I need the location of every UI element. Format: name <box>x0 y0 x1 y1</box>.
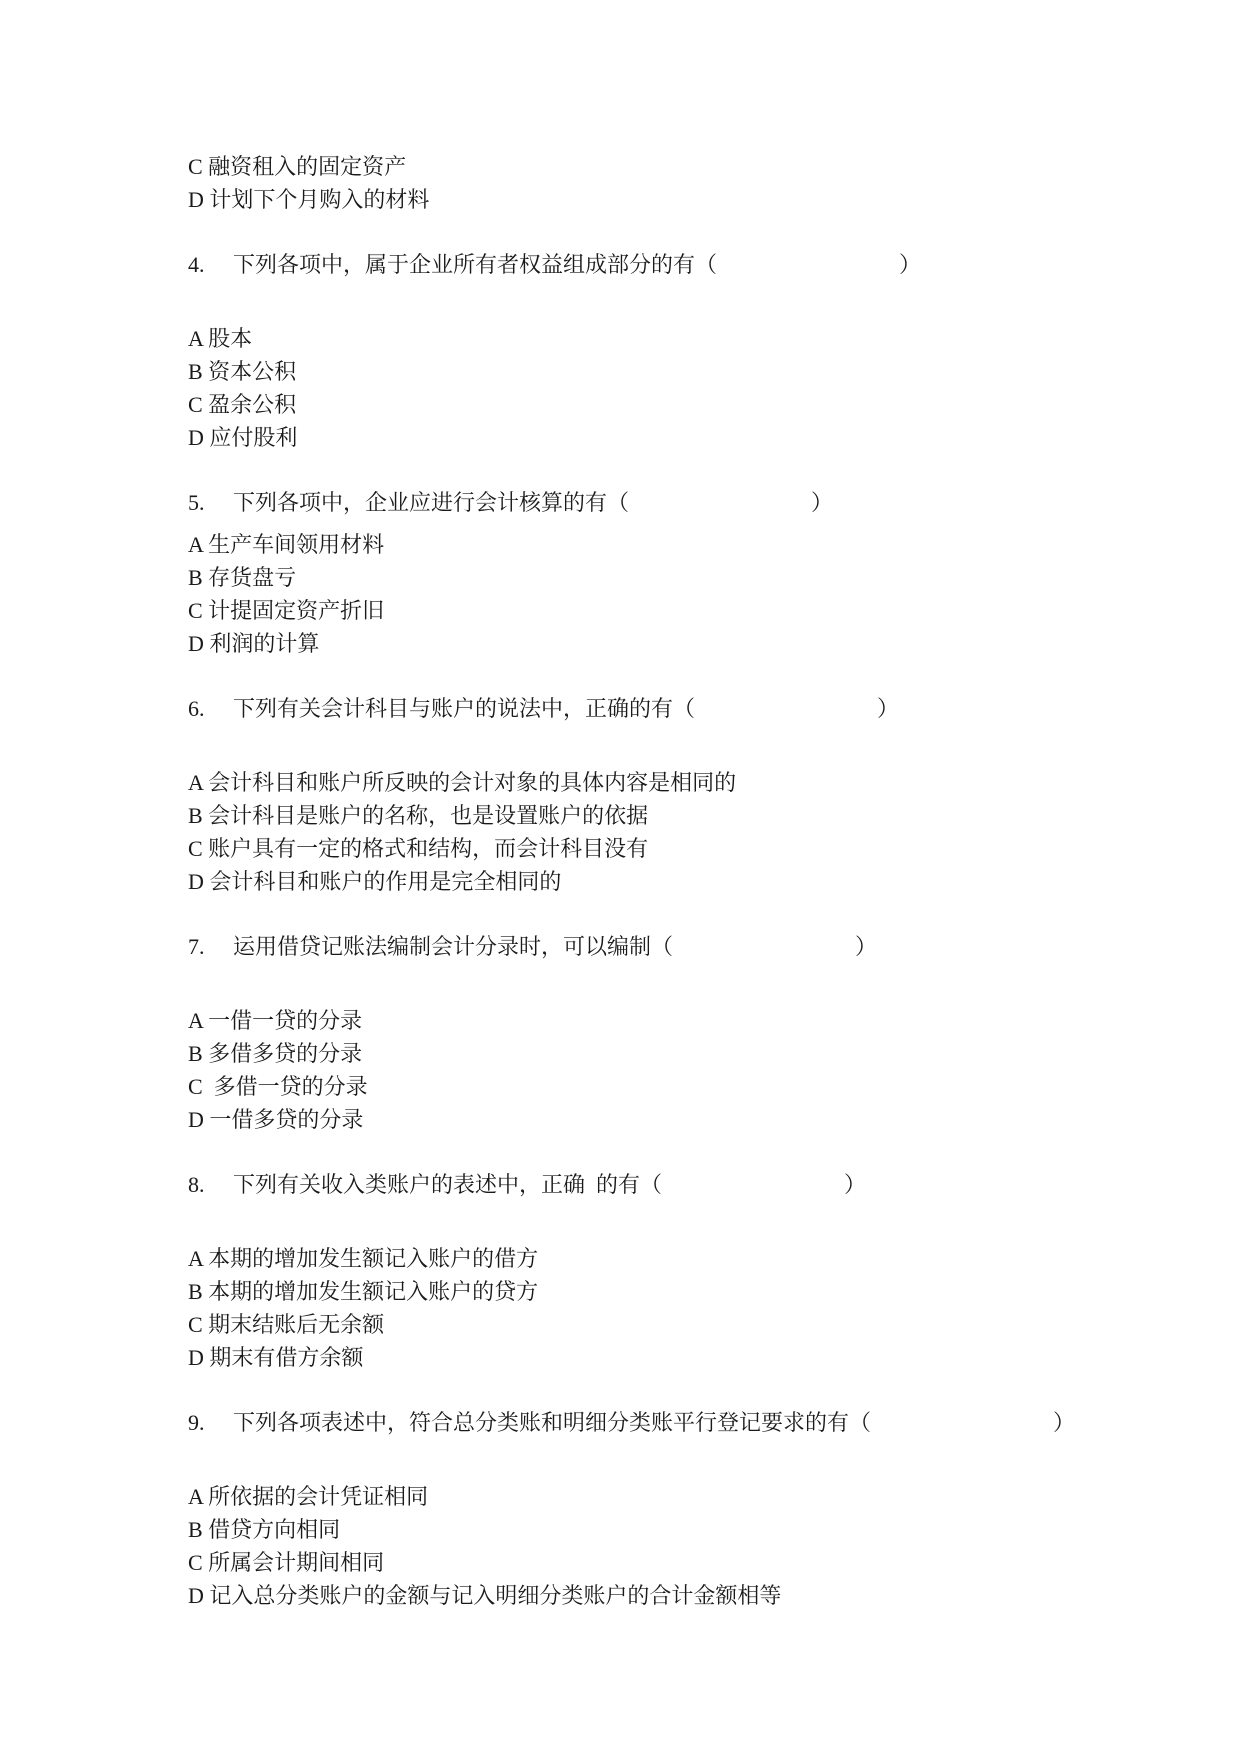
option-item: C 期末结账后无余额 <box>188 1312 385 1337</box>
page-content <box>188 150 1188 1612</box>
answer-blank <box>662 1168 844 1201</box>
option-item: C 计提固定资产折旧 <box>188 598 385 623</box>
option-item: C 融资租入的固定资产 <box>188 154 407 179</box>
closing-paren: ） <box>899 252 922 277</box>
closing-paren: ） <box>1053 1410 1076 1435</box>
question-5 <box>188 486 1188 519</box>
option-item: C 账户具有一定的格式和结构，而会计科目没有 <box>188 836 649 861</box>
question-stem: 下列各项中，企业应进行会计核算的有（ <box>233 490 630 515</box>
answer-blank <box>673 930 855 963</box>
option-item: A 会计科目和账户所反映的会计对象的具体内容是相同的 <box>188 770 737 795</box>
option-item: D 利润的计算 <box>188 631 320 656</box>
option-item: B 存货盘亏 <box>188 565 297 590</box>
option-item: D 会计科目和账户的作用是完全相同的 <box>188 869 562 894</box>
option-item: C 多借一贷的分录 <box>188 1074 368 1099</box>
answer-blank <box>629 486 811 519</box>
option-item: D 应付股利 <box>188 425 298 450</box>
question-text <box>233 930 877 963</box>
question-number: 6. <box>188 696 205 721</box>
question-stem: 下列有关收入类账户的表述中，正确 的有（ <box>233 1172 663 1197</box>
option-item: A 本期的增加发生额记入账户的借方 <box>188 1246 539 1271</box>
question-number: 4. <box>188 252 205 277</box>
closing-paren: ） <box>811 490 834 515</box>
question-text <box>233 1406 1075 1439</box>
answer-blank <box>695 692 877 725</box>
question-7 <box>188 930 1188 963</box>
option-item: C 盈余公积 <box>188 392 297 417</box>
option-item: A 生产车间领用材料 <box>188 532 385 557</box>
question-stem: 下列各项中，属于企业所有者权益组成部分的有（ <box>233 252 718 277</box>
closing-paren: ） <box>855 934 878 959</box>
question-stem: 下列有关会计科目与账户的说法中，正确的有（ <box>233 696 696 721</box>
question-8 <box>188 1168 1188 1201</box>
question-number: 5. <box>188 490 205 515</box>
question-4 <box>188 248 1188 281</box>
option-item: D 记入总分类账户的金额与记入明细分类账户的合计金额相等 <box>188 1583 782 1608</box>
question-stem: 下列各项表述中，符合总分类账和明细分类账平行登记要求的有（ <box>233 1410 872 1435</box>
option-item: B 资本公积 <box>188 359 297 384</box>
option-item: B 本期的增加发生额记入账户的贷方 <box>188 1279 539 1304</box>
question-6 <box>188 692 1188 725</box>
option-item: D 期末有借方余额 <box>188 1345 364 1370</box>
question-stem: 运用借贷记账法编制会计分录时，可以编制（ <box>233 934 674 959</box>
option-item: D 一借多贷的分录 <box>188 1107 364 1132</box>
option-item: C 所属会计期间相同 <box>188 1550 385 1575</box>
option-item: A 股本 <box>188 326 253 351</box>
question-text <box>233 486 833 519</box>
option-item: D 计划下个月购入的材料 <box>188 187 430 212</box>
question-9 <box>188 1406 1188 1439</box>
question-number: 8. <box>188 1172 205 1197</box>
option-item: A 一借一贷的分录 <box>188 1008 363 1033</box>
question-text <box>233 692 899 725</box>
question-number: 7. <box>188 934 205 959</box>
question-text <box>233 248 921 281</box>
option-item: B 借贷方向相同 <box>188 1517 341 1542</box>
closing-paren: ） <box>877 696 900 721</box>
answer-blank <box>717 248 899 281</box>
question-text <box>233 1168 866 1201</box>
closing-paren: ） <box>844 1172 867 1197</box>
option-item: B 多借多贷的分录 <box>188 1041 363 1066</box>
answer-blank <box>871 1406 1053 1439</box>
question-number: 9. <box>188 1410 205 1435</box>
option-item: B 会计科目是账户的名称，也是设置账户的依据 <box>188 803 649 828</box>
option-item: A 所依据的会计凭证相同 <box>188 1484 429 1509</box>
